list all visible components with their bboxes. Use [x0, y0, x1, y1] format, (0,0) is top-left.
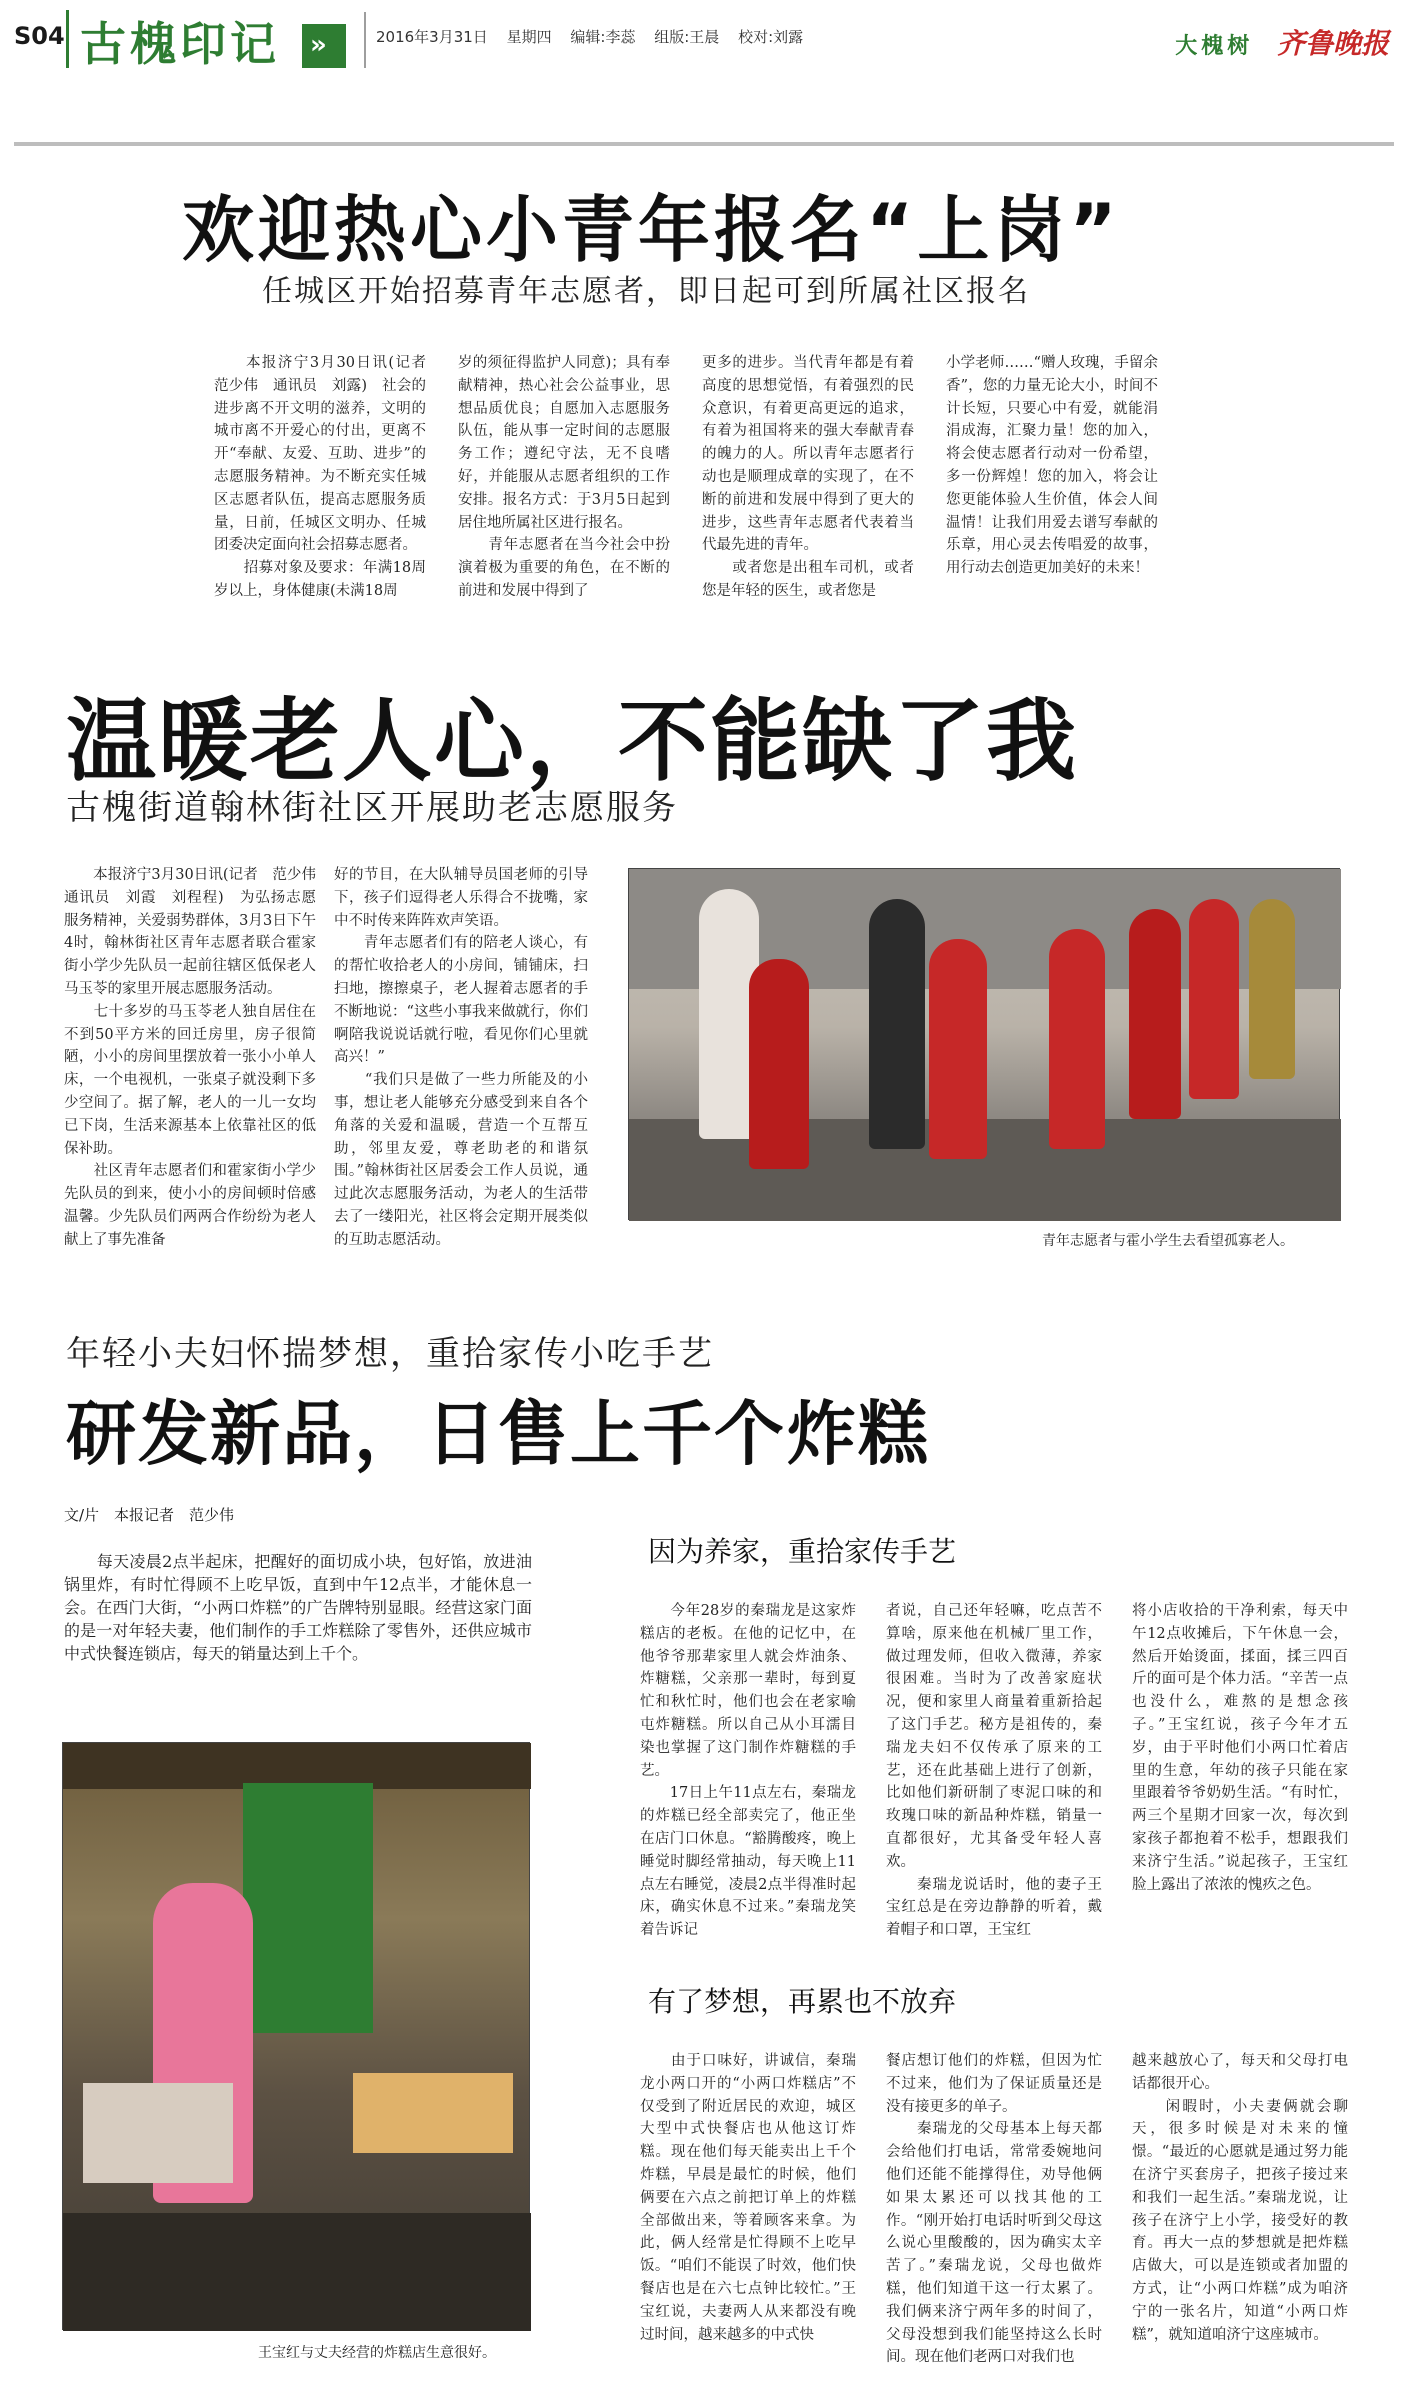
layout-credit: 组版:王晨: [654, 28, 720, 46]
brand: [1175, 22, 1389, 62]
article3-lead: 每天凌晨2点半起床，把醒好的面切成小块，包好馅，放进油锅里炸，有时忙得顾不上吃早饭，直到中午12点半，才能休息一会。在西门大街，“小两口炸糕”的广告牌特别显眼。经营这家门面的是一对年轻夫妻，他们制作的手工炸糕除了零售外，还供应城市中式快餐连锁店，每天的销量达到上千个。: [64, 1552, 532, 1663]
article1-subhead: 任城区开始招募青年志愿者，即日起可到所属社区报名: [262, 274, 1030, 309]
article1-col3: 更多的进步。当代青年都是有着高度的思想觉悟，有着强烈的民众意识，有着更高更远的追求，有着为祖国将来的强大奉献青春的魄力的人。所以青年志愿者行动也是顺理成章的实现了，在不断的前进和发展中得到了更大的进步，这些青年志愿者代表着当代最先进的青年。 或者您是出租车司机，或者您是年轻的医生，或者您是: [702, 355, 914, 599]
section-arrow-icon: [302, 24, 346, 68]
section2-col2: 餐店想订他们的炸糕，但因为忙不过来，他们为了保证质量还是没有接更多的单子。 秦瑞龙的父母基本上每天都会给他们打电话，常常委婉地问他们还能不能撑得住，劝导他俩如果太累还可以找其他的工作。“刚开始打电话时听到父母这么说心里酸酸的，因为确实太辛苦了。”秦瑞龙说，父母也做炸糕，他们知道干这一行太累了。我们俩来济宁两年多的时间了，父母没想到我们能坚持这么长时间。现在他们老两口对我们也: [886, 2053, 1102, 2366]
article1-headline: 欢迎热心小青年报名“上岗”: [182, 188, 1121, 272]
issue-weekday: 星期四: [506, 28, 552, 46]
section1-col2: 者说，自己还年轻嘛，吃点苦不算啥，原来他在机械厂里工作，做过理发师，但收入微薄，养家很困难。当时为了改善家庭状况，便和家里人商量着重新拾起了这门手艺。秘方是祖传的，秦瑞龙夫妇不仅传承了原来的工艺，还在此基础上进行了创新，比如他们新研制了枣泥口味的和玫瑰口味的新品种炸糕，销量一直都很好，尤其备受年轻人喜欢。 秦瑞龙说话时，他的妻子王宝红总是在旁边静静的听着，戴着帽子和口罩，王宝红: [886, 1603, 1102, 1939]
photo-figure-child-1: [749, 959, 809, 1169]
fried-cake-shop-photo: [62, 1742, 530, 2330]
photo-cakes-tray: [353, 2073, 513, 2153]
masthead-divider-2: [364, 12, 366, 68]
section2-title: 有了梦想，再累也不放弃: [648, 1985, 957, 2018]
section-title: 古槐印记: [80, 17, 280, 71]
article2-photo-caption: 青年志愿者与霍小学生去看望孤寡老人。: [1042, 1233, 1294, 1249]
issue-date: 2016年3月31日: [376, 28, 488, 46]
article2-subhead: 古槐街道翰林街社区开展助老志愿服务: [66, 788, 678, 828]
section1-col1: 今年28岁的秦瑞龙是这家炸糕店的老板。在他的记忆中，在他爷爷那辈家里人就会炸油条、炸糖糕，父亲那一辈时，每到夏忙和秋忙时，他们也会在老家喻屯炸糖糕。所以自己从小耳濡目染也掌握了这门制作炸糖糕的手艺。 17日上午11点左右，秦瑞龙的炸糕已经全部卖完了，他正坐在店门口休息。“豁腾酸疼，晚上睡觉时脚经常抽动，每天晚上11点左右睡觉，凌晨2点半得准时起床，确实休息不过来。”秦瑞龙笑着告诉记: [640, 1603, 856, 1939]
section1-title: 因为养家，重拾家传手艺: [648, 1535, 957, 1568]
photo-floor: [63, 2213, 531, 2331]
article1-col2: 岁的须征得监护人同意)；具有奉献精神，热心社会公益事业，思想品质优良；自愿加入志愿服务队伍，能从事一定时间的志愿服务工作；遵纪守法，无不良嗜好，并能服从志愿者组织的工作安排。报名方式：于3月5日起到居住地所属社区进行报名。 青年志愿者在当今社会中扮演着极为重要的角色，在不断的前进和发展中得到了: [458, 355, 670, 599]
section2-col1: 由于口味好，讲诚信，秦瑞龙小两口开的“小两口炸糕店”不仅受到了附近居民的欢迎，城区大型中式快餐店也从他这订炸糕。现在他们每天能卖出上千个炸糕，早晨是最忙的时候，他们俩要在六点之前把订单上的炸糕全部做出来，等着顾客来拿。为此，俩人经常是忙得顾不上吃早饭。“咱们不能误了时效，他们快餐店也是在六七点钟比较忙。”王宝红说，夫妻两人从来都没有晚过时间，越来越多的中式快: [640, 2053, 856, 2343]
proof-credit: 校对:刘露: [738, 28, 804, 46]
photo-figure-child-2: [929, 939, 987, 1159]
brand-column-name: 大槐树: [1175, 34, 1254, 59]
section1-col3: 将小店收拾的干净利索，每天中午12点收摊后，下午休息一会，然后开始烫面，揉面，揉三四百斤的面可是个体力活。“辛苦一点也没什么，难熬的是想念孩子。”王宝红说，孩子今年才五岁，由于平时他们小两口忙着店里的生意，年幼的孩子只能在家里跟着爷爷奶奶生活。“有时忙，两三个星期才回家一次，每次到家孩子都抱着不松手，想跟我们来济宁生活。”说起孩子，王宝红脸上露出了浓浓的愧疚之色。: [1132, 1603, 1348, 1893]
photo-figure-child-3: [1049, 929, 1105, 1149]
photo-shop-sign: [243, 1783, 373, 2033]
page-number: S04: [14, 22, 65, 50]
newspaper-logo: 齐鲁晚报: [1276, 27, 1389, 60]
photo-fryer-counter: [83, 2083, 233, 2183]
article2-col1: 本报济宁3月30日讯(记者 范少伟 通讯员 刘霞 刘程程) 为弘扬志愿服务精神，关爱弱势群体，3月3日下午4时，翰林街社区青年志愿者联合霍家街小学少先队员一起前往辖区低保老人马玉苓的家里开展志愿服务活动。 七十多岁的马玉苓老人独自居住在不到50平方米的回迁房里，房子很简陋，小小的房间里摆放着一张小小单人床，一个电视机，一张桌子就没剩下多少空间了。据了解，老人的一儿一女均已下岗，生活来源基本上依靠社区的低保补助。 社区青年志愿者们和霍家街小学少先队员的到来，使小小的房间顿时倍感温馨。少先队员们两两合作纷纷为老人献上了事先准备: [64, 867, 316, 1248]
article3-photo-caption: 王宝红与丈夫经营的炸糕店生意很好。: [258, 2345, 496, 2361]
article3-kicker: 年轻小夫妇怀揣梦想，重拾家传小吃手艺: [66, 1334, 714, 1374]
article3-headline: 研发新品，日售上千个炸糕: [66, 1393, 930, 1475]
masthead-divider: [66, 10, 69, 68]
photo-figure-child-6: [1249, 899, 1295, 1079]
volunteers-photo: [628, 868, 1340, 1220]
article2-headline: 温暖老人心，不能缺了我: [66, 689, 1078, 794]
photo-figure-child-4: [1129, 909, 1181, 1119]
double-chevron-right-icon: »: [310, 30, 327, 60]
issue-info: [376, 26, 817, 47]
top-rule: [14, 142, 1394, 146]
article1-col1: 本报济宁3月30日讯(记者 范少伟 通讯员 刘露) 社会的进步离不开文明的滋养，文明的城市离不开爱心的付出，更离不开“奉献、友爱、互助、进步”的志愿服务精神。为不断充实任城区志愿者队伍，提高志愿服务质量，日前，任城区文明办、任城团委决定面向社会招募志愿者。 招募对象及要求：年满18周岁以上，身体健康(未满18周: [214, 355, 426, 599]
article1-col4: 小学老师……“赠人玫瑰，手留余香”，您的力量无论大小，时间不计长短，只要心中有爱，就能涓涓成海，汇聚力量！您的加入，将会使志愿者行动对一份希望，多一份辉煌！您的加入，将会让您更能体验人生价值，体会人间温情！让我们用爱去谱写奉献的乐章，用心灵去传唱爱的故事，用行动去创造更加美好的未来！: [946, 355, 1158, 577]
article3-byline: 文/片 本报记者 范少伟: [64, 1506, 235, 1524]
article2-col2: 好的节目，在大队辅导员国老师的引导下，孩子们逗得老人乐得合不拢嘴，家中不时传来阵阵欢声笑语。 青年志愿者们有的陪老人谈心，有的帮忙收拾老人的小房间，铺铺床，扫扫地，擦擦桌子，老人握着志愿者的手不断地说：“这些小事我来做就行，你们啊陪我说说话就行啦，看见你们心里就高兴！” “我们只是做了一些力所能及的小事，想让老人能够充分感受到来自各个角落的关爱和温暖，营造一个互帮互助，邻里友爱，尊老助老的和谐氛围。”翰林街社区居委会工作人员说，通过此次志愿服务活动，为老人的生活带去了一缕阳光，社区将会定期开展类似的互助志愿活动。: [334, 867, 588, 1248]
photo-figure-child-5: [1189, 899, 1239, 1099]
photo-figure-adult-2: [869, 899, 925, 1149]
masthead: [0, 0, 1409, 80]
editor-credit: 编辑:李蕊: [570, 28, 636, 46]
section2-col3: 越来越放心了，每天和父母打电话都很开心。 闲暇时，小夫妻俩就会聊天，很多时候是对未来的憧憬。“最近的心愿就是通过努力能在济宁买套房子，把孩子接过来和我们一起生活。”秦瑞龙说，让孩子在济宁上小学，接受好的教育。再大一点的梦想就是把炸糕店做大，可以是连锁或者加盟的方式，让“小两口炸糕”成为咱济宁的一张名片，知道“小两口炸糕”，就知道咱济宁这座城市。: [1132, 2053, 1348, 2343]
